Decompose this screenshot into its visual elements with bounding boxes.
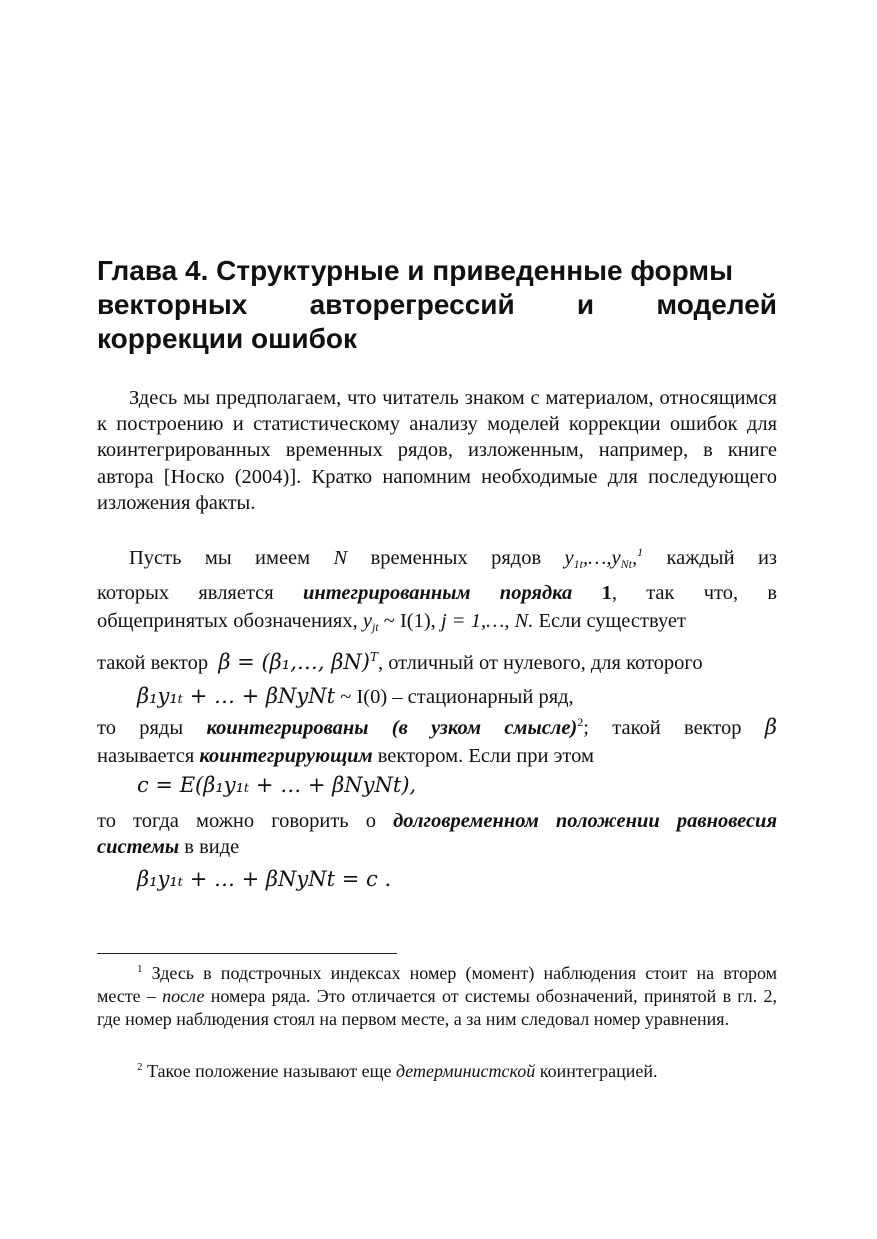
chapter-title-line-3: коррекции ошибок <box>97 323 358 354</box>
body-line-5 <box>97 714 777 741</box>
footnote-ref-1: 1 <box>637 545 644 559</box>
body-line-2 <box>97 580 777 606</box>
body-line-1 <box>97 545 777 571</box>
term-cointegrating: коинтегрирующим <box>199 745 373 767</box>
text-run: то ряды <box>97 717 184 739</box>
text-run: в виде <box>184 836 240 858</box>
text-run: вектором. Если при этом <box>377 745 594 767</box>
text-run: , так что, в <box>611 582 778 604</box>
equation-2-formula: c = E(β₁y₁ₜ + … + βNyNt), <box>137 773 417 797</box>
equation-2 <box>137 772 817 799</box>
text-run: то тогда можно говорить о <box>97 810 377 832</box>
footnote-1-number: 1 <box>137 963 143 975</box>
math-index-range: j = 1,…, N. <box>440 610 534 632</box>
body-line-3 <box>97 608 777 634</box>
text-run: общепринятых обозначениях, <box>97 610 358 632</box>
chapter-title <box>97 254 777 356</box>
footnote-1-emphasis: после <box>162 986 205 1006</box>
text-run: Пусть мы имеем <box>129 547 311 569</box>
math-yjt: $y_{jt}$ <box>362 610 379 634</box>
footnote-1-text-a: Здесь в подстрочных индексах номер (момент) наблюдения стоит на втором месте – <box>97 963 778 1006</box>
footnote-ref-2: 2 <box>577 715 584 729</box>
body-line-6 <box>97 743 777 769</box>
text-run: ~ I(1), <box>383 610 436 632</box>
equation-1-rel: ~ I(0) – стационарный ряд, <box>340 686 574 708</box>
equation-1-lhs: β₁y₁ₜ + … + βNyNt <box>137 684 336 708</box>
math-beta-vector: β = (β₁,…, βN)$^T$ <box>218 650 378 674</box>
equation-1 <box>137 683 817 710</box>
text-run: называется <box>97 745 195 767</box>
chapter-title-line-1: Глава 4. Структурные и приведенные формы <box>97 255 733 286</box>
body-line-7 <box>97 808 777 834</box>
text-run: Если существует <box>538 610 686 632</box>
text-run: которых является <box>97 582 274 604</box>
order-value: 1 <box>601 582 612 604</box>
footnote-2-text-b: коинтеграцией. <box>539 1061 658 1081</box>
body-line-4 <box>97 649 777 676</box>
text-run: каждый из <box>666 547 778 569</box>
footnote-separator <box>97 953 397 954</box>
math-N: N <box>333 547 348 569</box>
footnote-1-text-b: номера ряда. Это отличается от системы обозначений, принятой в гл. 2, где номер наблюдения стоял на первом месте, а за ним следовал номер уравнения. <box>97 986 778 1029</box>
math-series: $y_{1t},\dots,y_{Nt},^1$ <box>564 545 644 571</box>
footnote-2-emphasis: детерминистской <box>395 1061 536 1081</box>
footnote-2 <box>97 1060 777 1083</box>
text-run: , отличный от нулевого, для которого <box>377 652 703 674</box>
equation-3-formula: β₁y₁ₜ + … + βNyNt = c . <box>137 867 392 891</box>
chapter-title-line-2: векторных авторегрессий и моделей <box>97 289 777 320</box>
term-system: системы <box>97 836 180 858</box>
text-run: ; такой вектор <box>583 717 742 739</box>
math-beta: β <box>764 715 778 739</box>
text-run: временных рядов <box>370 547 542 569</box>
equation-3 <box>137 866 817 893</box>
footnote-1 <box>97 962 777 1031</box>
term-integrated: интегрированным порядка <box>302 582 573 604</box>
body-line-8 <box>97 834 777 860</box>
intro-paragraph: Здесь мы предполагаем, что читатель знаком с материалом, относящимся к построению и статистическому анализу моделей коррекции ошибок для коинтегрированных временных рядов, изложенным, например, в книге автора [Носко (2004)]. Кратко напомним необходимые для последующего изложения факты. <box>97 387 777 514</box>
term-equilibrium: долговременном положении равновесия <box>393 810 778 832</box>
term-cointegrated: коинтегрированы (в узком смысле) <box>206 717 578 739</box>
text-run: такой вектор <box>97 652 209 674</box>
footnote-2-text-a: Такое положение называют еще <box>147 1061 392 1081</box>
footnote-2-number: 2 <box>137 1061 143 1073</box>
